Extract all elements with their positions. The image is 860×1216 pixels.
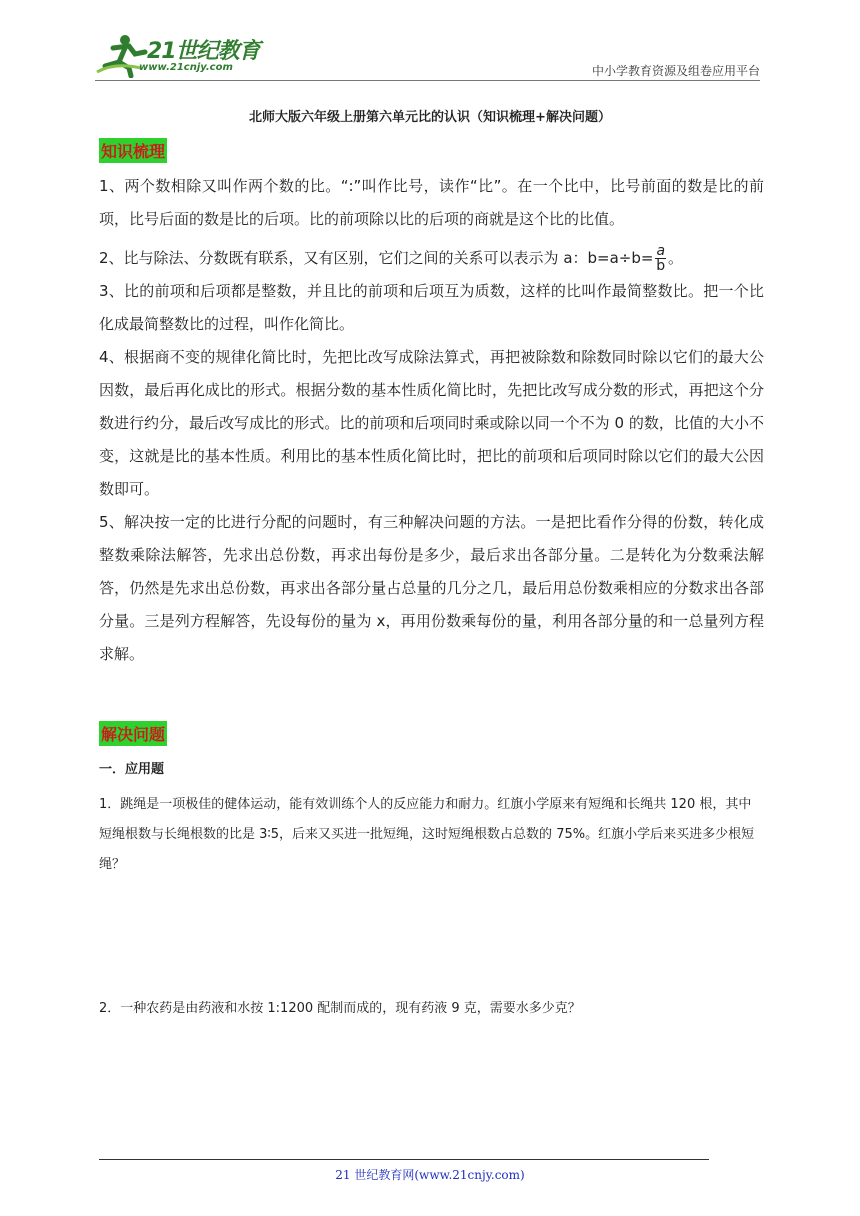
fraction-denominator: b <box>656 258 666 274</box>
knowledge-point-4: 4、根据商不变的规律化简比时，先把比改写成除法算式，再把被除数和除数同时除以它们的最大公因数，最后再化成比的形式。根据分数的基本性质化简比时，先把比改写成分数的形式，再把这个分数进行约分，最后改写成比的形式。比的前项和后项同时乘或除以同一个不为 0 的数，比值的大小不变，这就是比的基本性质。利用比的基本性质化简比时，把比的前项和后项同时除以它们的最大公因数即可。 <box>99 348 764 498</box>
knowledge-point-2-end: 。 <box>668 249 684 267</box>
knowledge-point-5: 5、解决按一定的比进行分配的问题时，有三种解决问题的方法。一是把比看作分得的份数，转化成整数乘除法解答，先求出总份数，再求出每份是多少，最后求出各部分量。二是转化为分数乘法解答，仍然是先求出总份数，再求出各部分量占总量的几分之几，最后用总份数乘相应的分数求出各部分量。三是列方程解答，先设每份的量为 x，再用份数乘每份的量，利用各部分量的和一总量列方程求解。 <box>99 513 764 663</box>
knowledge-point-3: 3、比的前项和后项都是整数，并且比的前项和后项互为质数，这样的比叫作最简整数比。把一个比化成最简整数比的过程，叫作化简比。 <box>99 282 764 333</box>
knowledge-point-1: 1、两个数相除又叫作两个数的比。“:”叫作比号，读作“比”。在一个比中，比号前面的数是比的前项，比号后面的数是比的后项。比的前项除以比的后项的商就是这个比的比值。 <box>99 177 764 228</box>
page-header <box>95 32 760 82</box>
subsection-heading: 一．应用题 <box>99 762 165 777</box>
header-divider <box>95 80 760 81</box>
question-2: 2．一种农药是由药液和水按 1:1200 配制而成的，现有药液 9 克，需要水多少克？ <box>99 1001 581 1016</box>
section-tag-knowledge: 知识梳理 <box>99 138 167 163</box>
logo-text: 21世纪教育 <box>147 39 260 64</box>
knowledge-points <box>99 170 764 671</box>
footer-divider <box>99 1159 709 1160</box>
platform-name: 中小学教育资源及组卷应用平台 <box>591 64 760 78</box>
question-1: 1．跳绳是一项极佳的健体运动，能有效训练个人的反应能力和耐力。红旗小学原来有短绳和长绳共 120 根，其中短绳根数与长绳根数的比是 3∶5，后来又买进一批短绳，这时短绳根数占总数的 75%。红旗小学后来买进多少根短绳？ <box>99 797 755 872</box>
document-title: 北师大版六年级上册第六单元比的认识（知识梳理+解决问题） <box>249 110 611 125</box>
site-logo[interactable] <box>95 32 265 78</box>
page-footer: 21 世纪教育网(www.21cnjy.com) <box>335 1168 525 1182</box>
logo-url: www.21cnjy.com <box>139 62 233 73</box>
knowledge-point-2 <box>99 242 764 275</box>
section-tag-problems: 解决问题 <box>99 721 167 746</box>
fraction-a-over-b <box>655 244 666 273</box>
knowledge-point-2-text: 2、比与除法、分数既有联系，又有区别，它们之间的关系可以表示为 a：b=a÷b= <box>99 249 654 267</box>
fraction-numerator: a <box>656 243 666 259</box>
